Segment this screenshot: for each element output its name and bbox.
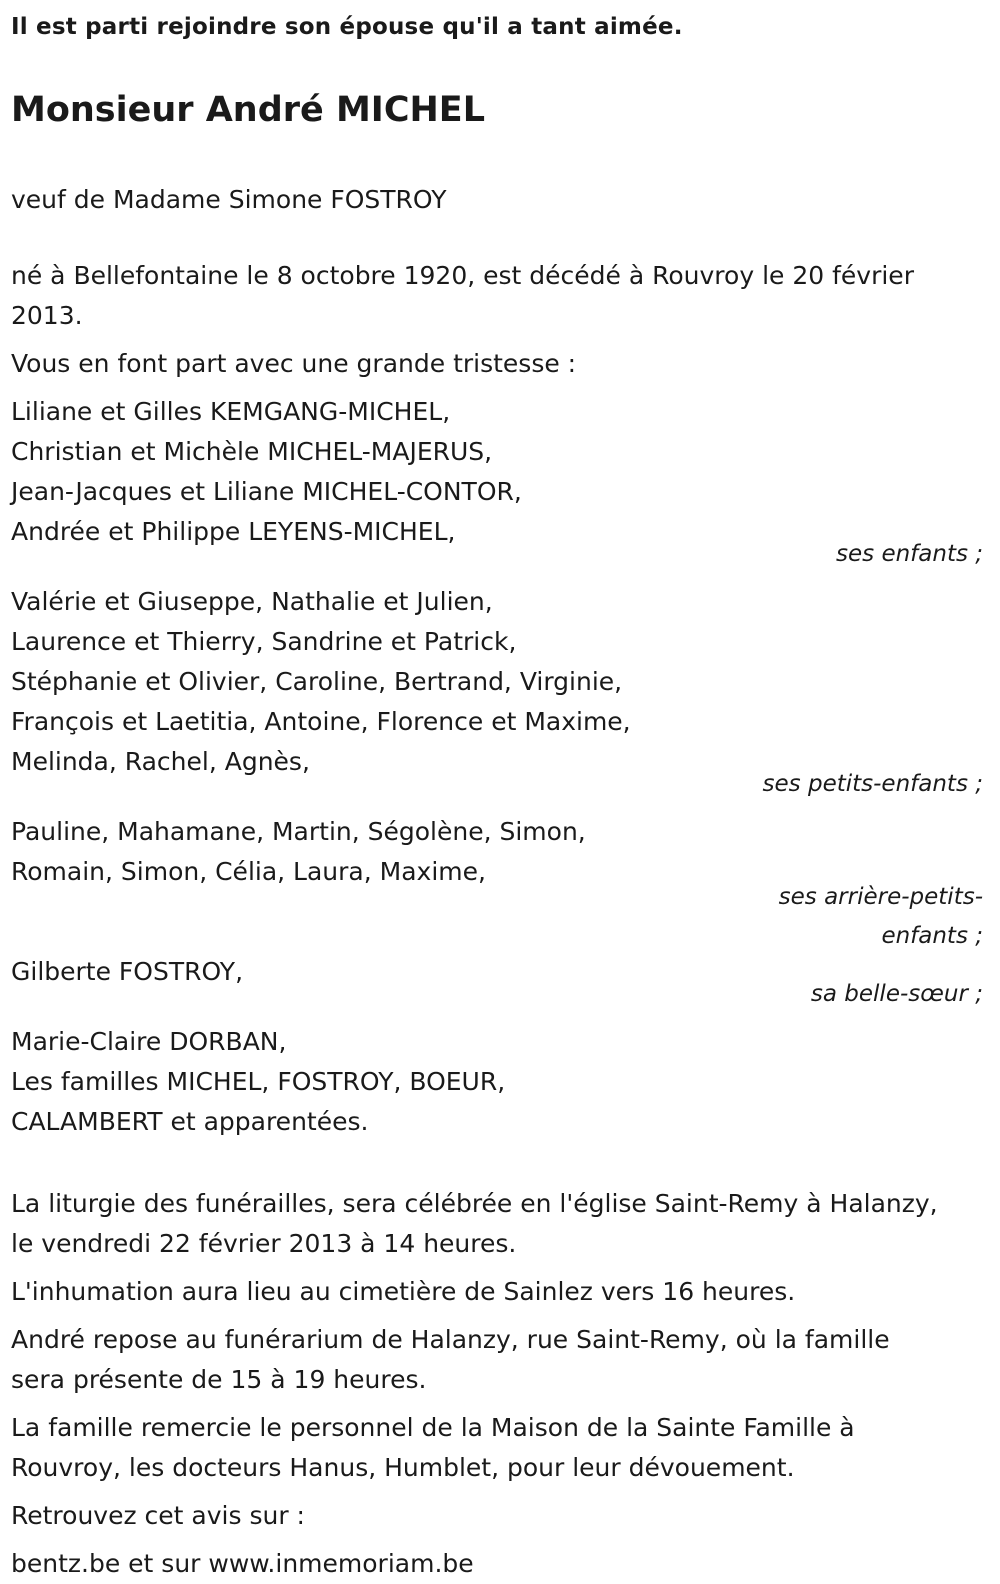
list-item: Valérie et Giuseppe, Nathalie et Julien, (11, 587, 493, 616)
funeral-line: La liturgie des funérailles, sera célébrée en l'église Saint-Remy à Halanzy, (11, 1189, 938, 1218)
list-item: CALAMBERT et apparentées. (11, 1107, 369, 1136)
widow-line: veuf de Madame Simone FOSTROY (11, 185, 447, 214)
list-item: Les familles MICHEL, FOSTROY, BOEUR, (11, 1067, 506, 1096)
children-list (11, 392, 983, 552)
burial-line: L'inhumation aura lieu au cimetière de Sainlez vers 16 heures. (11, 1277, 796, 1306)
list-item: Laurence et Thierry, Sandrine et Patrick, (11, 627, 517, 656)
deceased-name: Monsieur André MICHEL (11, 90, 486, 130)
funeral-line: le vendredi 22 février 2013 à 14 heures. (11, 1229, 517, 1258)
list-item: Andrée et Philippe LEYENS-MICHEL, (11, 517, 456, 546)
list-item: Gilberte FOSTROY, (11, 957, 244, 986)
rest-line: André repose au funérarium de Halanzy, rue Saint-Remy, où la famille (11, 1325, 890, 1354)
list-item: François et Laetitia, Antoine, Florence et Maxime, (11, 707, 631, 736)
grandchildren-list (11, 582, 983, 782)
children-role: ses enfants ; (836, 541, 983, 567)
grandchildren-role: ses petits-enfants ; (762, 771, 983, 797)
other-relatives-list (11, 1022, 983, 1142)
thanks-line: La famille remercie le personnel de la Maison de la Sainte Famille à (11, 1413, 855, 1442)
sister-in-law-row (11, 952, 983, 1014)
role-line: enfants ; (881, 923, 983, 949)
intro-line: Il est parti rejoindre son épouse qu'il a tant aimée. (11, 14, 683, 40)
birth-death-line: né à Bellefontaine le 8 octobre 1920, est décédé à Rouvroy le 20 février (11, 261, 914, 290)
list-item: Romain, Simon, Célia, Laura, Maxime, (11, 857, 486, 886)
great-grandchildren-role (743, 878, 983, 956)
find-label: Retrouvez cet avis sur : (11, 1501, 305, 1530)
birth-death-line: 2013. (11, 301, 83, 330)
rest-paragraph (11, 1320, 983, 1400)
thanks-paragraph (11, 1408, 983, 1488)
rest-line: sera présente de 15 à 19 heures. (11, 1365, 427, 1394)
birth-death-paragraph (11, 256, 983, 336)
funeral-paragraph (11, 1184, 983, 1264)
role-line: ses arrière-petits- (778, 884, 983, 910)
list-item: Pauline, Mahamane, Martin, Ségolène, Simon, (11, 817, 586, 846)
obituary-notice (11, 0, 983, 1584)
list-item: Marie-Claire DORBAN, (11, 1027, 287, 1056)
list-item: Christian et Michèle MICHEL-MAJERUS, (11, 437, 493, 466)
find-sites: bentz.be et sur www.inmemoriam.be (11, 1549, 474, 1578)
list-item: Melinda, Rachel, Agnès, (11, 747, 310, 776)
thanks-line: Rouvroy, les docteurs Hanus, Humblet, pour leur dévouement. (11, 1453, 795, 1482)
list-item: Jean-Jacques et Liliane MICHEL-CONTOR, (11, 477, 522, 506)
sister-in-law-role: sa belle-sœur ; (810, 981, 983, 1007)
list-item: Stéphanie et Olivier, Caroline, Bertrand, Virginie, (11, 667, 623, 696)
list-item: Liliane et Gilles KEMGANG-MICHEL, (11, 397, 451, 426)
announcement-line: Vous en font part avec une grande tristesse : (11, 349, 577, 378)
